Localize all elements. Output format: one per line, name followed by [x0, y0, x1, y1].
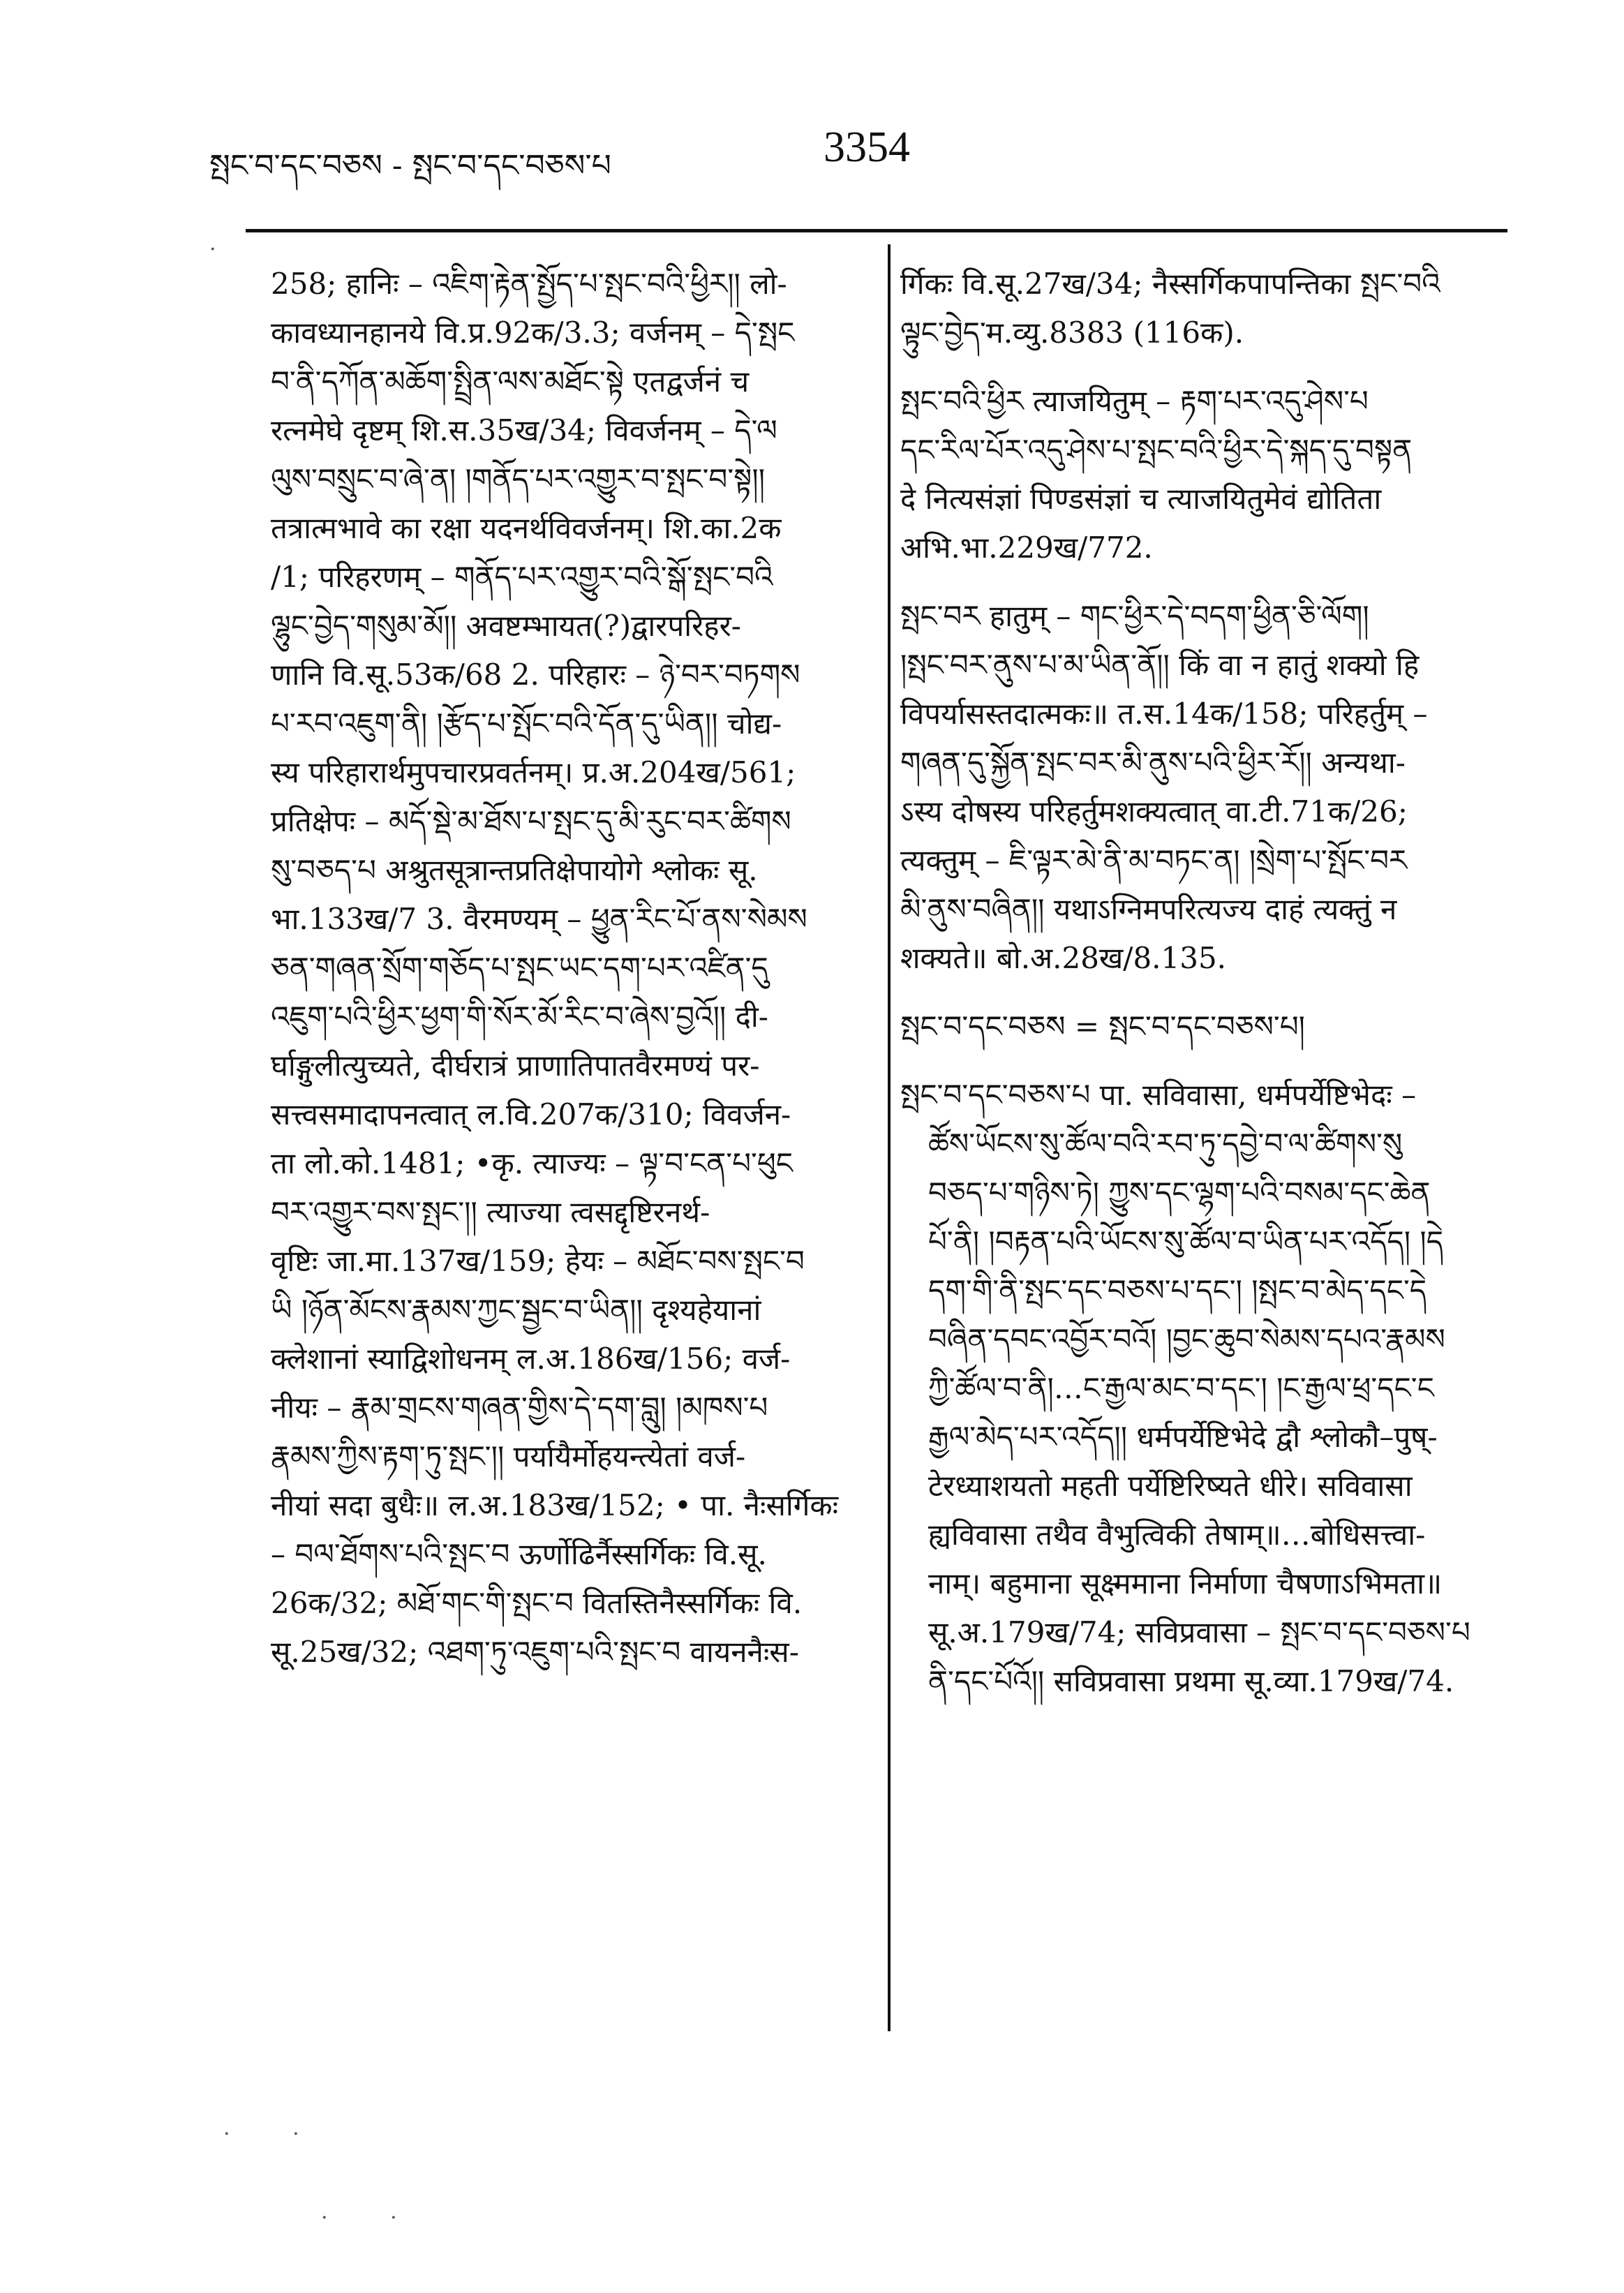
- text-line: क्लेशानां स्याद्विशोधनम् ल.अ.186ख/156; वर्ज-: [271, 1342, 791, 1376]
- text-line: दे नित्यसंज्ञां पिण्डसंज्ञां च त्याजयितुमेवं द्योतिता: [900, 482, 1382, 516]
- text-line: བཅད་པ་གཉིས་ཏེ། ཀྱུས་དང་ལྷག་པའི་བསམ་དང་ཆེན: [928, 1175, 1431, 1210]
- text-line: ཚོས་ཡོངས་སུ་ཚོལ་བའི་རབ་ཏུ་དབྱེ་བ་ལ་ཚིགས་སུ: [928, 1127, 1403, 1161]
- scan-speck: · ·: [321, 2206, 425, 2230]
- page-number: 3354: [824, 124, 910, 171]
- text-line: र्घाङ्गुलीत्युच्यते, दीर्घरात्रं प्राणातिपातवैरमण्यं पर-: [271, 1048, 760, 1083]
- text-line: ता लो.को.1481; •कृ. त्याज्यः – ལྟ་བ་ངན་པ་ཕུང: [271, 1146, 793, 1180]
- text-line: भा.133ख/7 3. वैरमण्यम् – ཕྱུན་རིང་པོ་ནས་སེམས: [271, 902, 807, 936]
- text-line: 26क/32; མཐོ་གང་གི་སྤང་བ वितस्तिनैस्सर्गिकः वि.: [271, 1586, 803, 1620]
- text-line: ह्यविवासा तथैव वैभुत्विकी तेषाम्॥…बोधिसत्त्वा-: [928, 1517, 1426, 1552]
- header-rule: [246, 229, 1507, 232]
- text-line: བཞིན་དབང་འབྱོར་བའོ། །བྱང་ཆུབ་སེམས་དཔའ་རྣམས: [928, 1322, 1445, 1356]
- text-line: བ་ནི་དཀོན་མཆོག་སྤྲིན་ལས་མཐོང་སྟེ एतद्वर्जनं च: [271, 364, 750, 399]
- text-line: ནི་དང་པོའོ།། सविप्रवासा प्रथमा सू.व्या.179ख/74.: [928, 1664, 1454, 1698]
- text-line: नाम्। बहुमाना सूक्ष्ममाना निर्माणा चैषणाऽभिमता॥: [928, 1566, 1443, 1601]
- text-line: वृष्टिः जा.मा.137ख/159; हेयः – མཐོང་བས་སྤང་བ: [271, 1244, 805, 1278]
- text-line: सत्त्वसमादापनत्वात् ल.वि.207क/310; विवर्जन-: [271, 1097, 791, 1131]
- text-line: བར་འགྱུར་བས་སྤང་།། त्याज्या त्वसद्दृष्टिरनर्थ-: [271, 1195, 710, 1229]
- text-line: शक्यते॥ बो.अ.28ख/8.135.: [900, 941, 1227, 975]
- text-line: ऽस्य दोषस्य परिहर्तुमशक्यत्वात् वा.टी.71क/26;: [900, 794, 1408, 829]
- text-line: ལུས་བསྲུང་བ་ཞེ་ན། །གནོད་པར་འགྱུར་བ་སྤང་བ་སྟེ།།: [271, 462, 766, 496]
- text-line: མི་ནུས་བཞིན།། यथाऽग्निमपरित्यज्य दाहं त्यक्तुं न: [900, 892, 1397, 926]
- text-line: སྤང་བ་དང་བཅས་པ पा. सविवासा, धर्मपर्येष्टिभेदः –: [900, 1078, 1417, 1112]
- text-line: टेरध्याशयतो महती पर्येष्टिरिष्यते धीरे। सविवासा: [928, 1469, 1413, 1503]
- text-line: པོ་ནི། །བརྟན་པའི་ཡོངས་སུ་ཚོལ་བ་ཡིན་པར་འདོད། །དེ: [928, 1224, 1444, 1259]
- text-line: नीयः – རྣམ་གྲངས་གཞན་གྱིས་དེ་དག་བླུ། །མཁས་པ: [271, 1390, 768, 1425]
- text-line: – བལ་ཐོགས་པའི་སྤང་བ ऊर्णोढिर्नैस्सर्गिकः वि.सू.: [271, 1537, 767, 1571]
- text-line: སུ་བཅད་པ अश्रुतसूत्रान्तप्रतिक्षेपायोगे श्लोकः सू.: [271, 853, 758, 887]
- text-line: གཞན་དུ་སྐྱོན་སྤང་བར་མི་ནུས་པའི་ཕྱིར་རོ།། अन्यथा-: [900, 745, 1406, 780]
- text-line: स्य परिहारार्थमुपचारप्रवर्तनम्। प्र.अ.204ख/561;: [271, 755, 796, 789]
- text-line: प्रतिक्षेपः – མདོ་སྡེ་མ་ཐོས་པ་སྤང་དུ་མི་རུང་བར་ཚིགས: [271, 804, 791, 838]
- text-line: །སྤང་བར་ནུས་པ་མ་ཡིན་ནོ།། किं वा न हातुं शक्यो हि: [900, 648, 1420, 682]
- text-line: 258; हानिः – འཇིག་རྟེན་སྤྱོད་པ་སྤང་བའི་ཕྱིར།། लो-: [271, 267, 787, 301]
- text-line: ལྷུང་བྱེད་གསུམ་མོ།། अवष्टम्भायत(?)द्वारपरिहर-: [271, 609, 741, 643]
- text-line: སྤང་བར हातुम् – གང་ཕྱིར་དེ་བདག་ཕྱིན་ཅི་ལོག།: [900, 599, 1369, 633]
- text-line: འཇུག་པའི་ཕྱིར་ཕྱག་གི་སོར་མོ་རིང་བ་ཞེས་བྱའོ།། दी-: [271, 1000, 768, 1034]
- text-line: र्गिकः वि.सू.27ख/34; नैस्सर्गिकपापन्तिका སྤང་བའི: [900, 267, 1440, 301]
- text-line: /1; परिहरणम् – གནོད་པར་འགྱུར་བའི་སྒོ་སྤང་བའི: [271, 560, 773, 594]
- text-line: रत्नमेघे दृष्टम् शि.स.35ख/34; विवर्जनम् – དེ་ལ: [271, 413, 777, 447]
- text-line: དག་གི་ནི་སྤང་དང་བཅས་པ་དང་། །སྤང་བ་མེད་དང་དེ: [928, 1273, 1427, 1307]
- text-line: དང་རིལ་པོར་འདུ་ཤེས་པ་སྤང་བའི་ཕྱིར་དེ་སྐད་དུ་བསྟན: [900, 433, 1413, 467]
- text-line: सू.25ख/32; འཐག་ཏུ་འཇུག་པའི་སྤང་བ वायननैःस-: [271, 1635, 799, 1669]
- text-line: སྤང་བ་དང་བཅས = སྤང་བ་དང་བཅས་པ།: [900, 1009, 1305, 1044]
- text-line: सू.अ.179ख/74; सविप्रवासा – སྤང་བ་དང་བཅས་པ: [928, 1615, 1470, 1649]
- text-line: तत्रात्मभावे का रक्षा यदनर्थविवर्जनम्। शि.का.2क: [271, 511, 782, 545]
- text-line: རྒྱལ་མེད་པར་འདོད།། धर्मपर्येष्टिभेदे द्वौ श्लोकौ–पुष्-: [928, 1420, 1438, 1454]
- text-line: སྤང་བའི་ཕྱིར त्याजयितुम् – རྟག་པར་འདུ་ཤེས་པ: [900, 384, 1369, 418]
- text-line: नीयां सदा बुधैः॥ ल.अ.183ख/152; • पा. नैःसर्गिकः: [271, 1488, 839, 1522]
- right-column: [900, 260, 1500, 1698]
- scan-speck: ·: [209, 237, 244, 262]
- text-line: त्यक्तुम् – ཇི་ལྟར་མེ་ནི་མ་བཏང་ན། །སྲེག་པ་སྤོང་བར: [900, 843, 1408, 877]
- left-column: [271, 260, 863, 2068]
- column-divider: [888, 244, 891, 2031]
- text-line: རྣམས་ཀྱིས་རྟག་ཏུ་སྤང་།། पर्यायैर्मोहयन्त्येतां वर्ज-: [271, 1439, 746, 1474]
- text-line: པ་རབ་འཇུག་ནི། །རྩོད་པ་སྤོང་བའི་དོན་དུ་ཡིན།། चोद्य-: [271, 706, 782, 741]
- text-line: ཅན་གཞན་སྲོག་གཅོད་པ་སྤང་ཡང་དག་པར་འཛིན་དུ: [271, 951, 768, 985]
- text-line: कावध्यानहानये वि.प्र.92क/3.3; वर्जनम् – དེ་སྤང: [271, 316, 795, 350]
- text-line: ལྟུང་བྱེད་म.व्यु.8383 (116क).: [900, 316, 1244, 350]
- scan-speck: · ·: [223, 2122, 327, 2146]
- text-line: अभि.भा.229ख/772.: [900, 530, 1153, 565]
- text-line: णानि वि.सू.53क/68 2. परिहारः – ཉེ་བར་བཏགས: [271, 658, 800, 692]
- text-line: ཡི །ཉོན་མོངས་རྣམས་ཀྱང་སྦྱང་བ་ཡིན།། दृश्यहेयानां: [271, 1293, 761, 1327]
- running-head: སྤང་བ་དང་བཅས - སྤང་བ་དང་བཅས་པ: [209, 148, 611, 184]
- text-line: विपर्यासस्तदात्मकः॥ त.स.14क/158; परिहर्तुम् –: [900, 697, 1428, 731]
- text-line: ཀྱི་ཚོལ་བ་ནི།…ང་རྒྱལ་མང་བ་དང་། །ང་རྒྱལ་ཕྲ་དང་ང: [928, 1371, 1434, 1405]
